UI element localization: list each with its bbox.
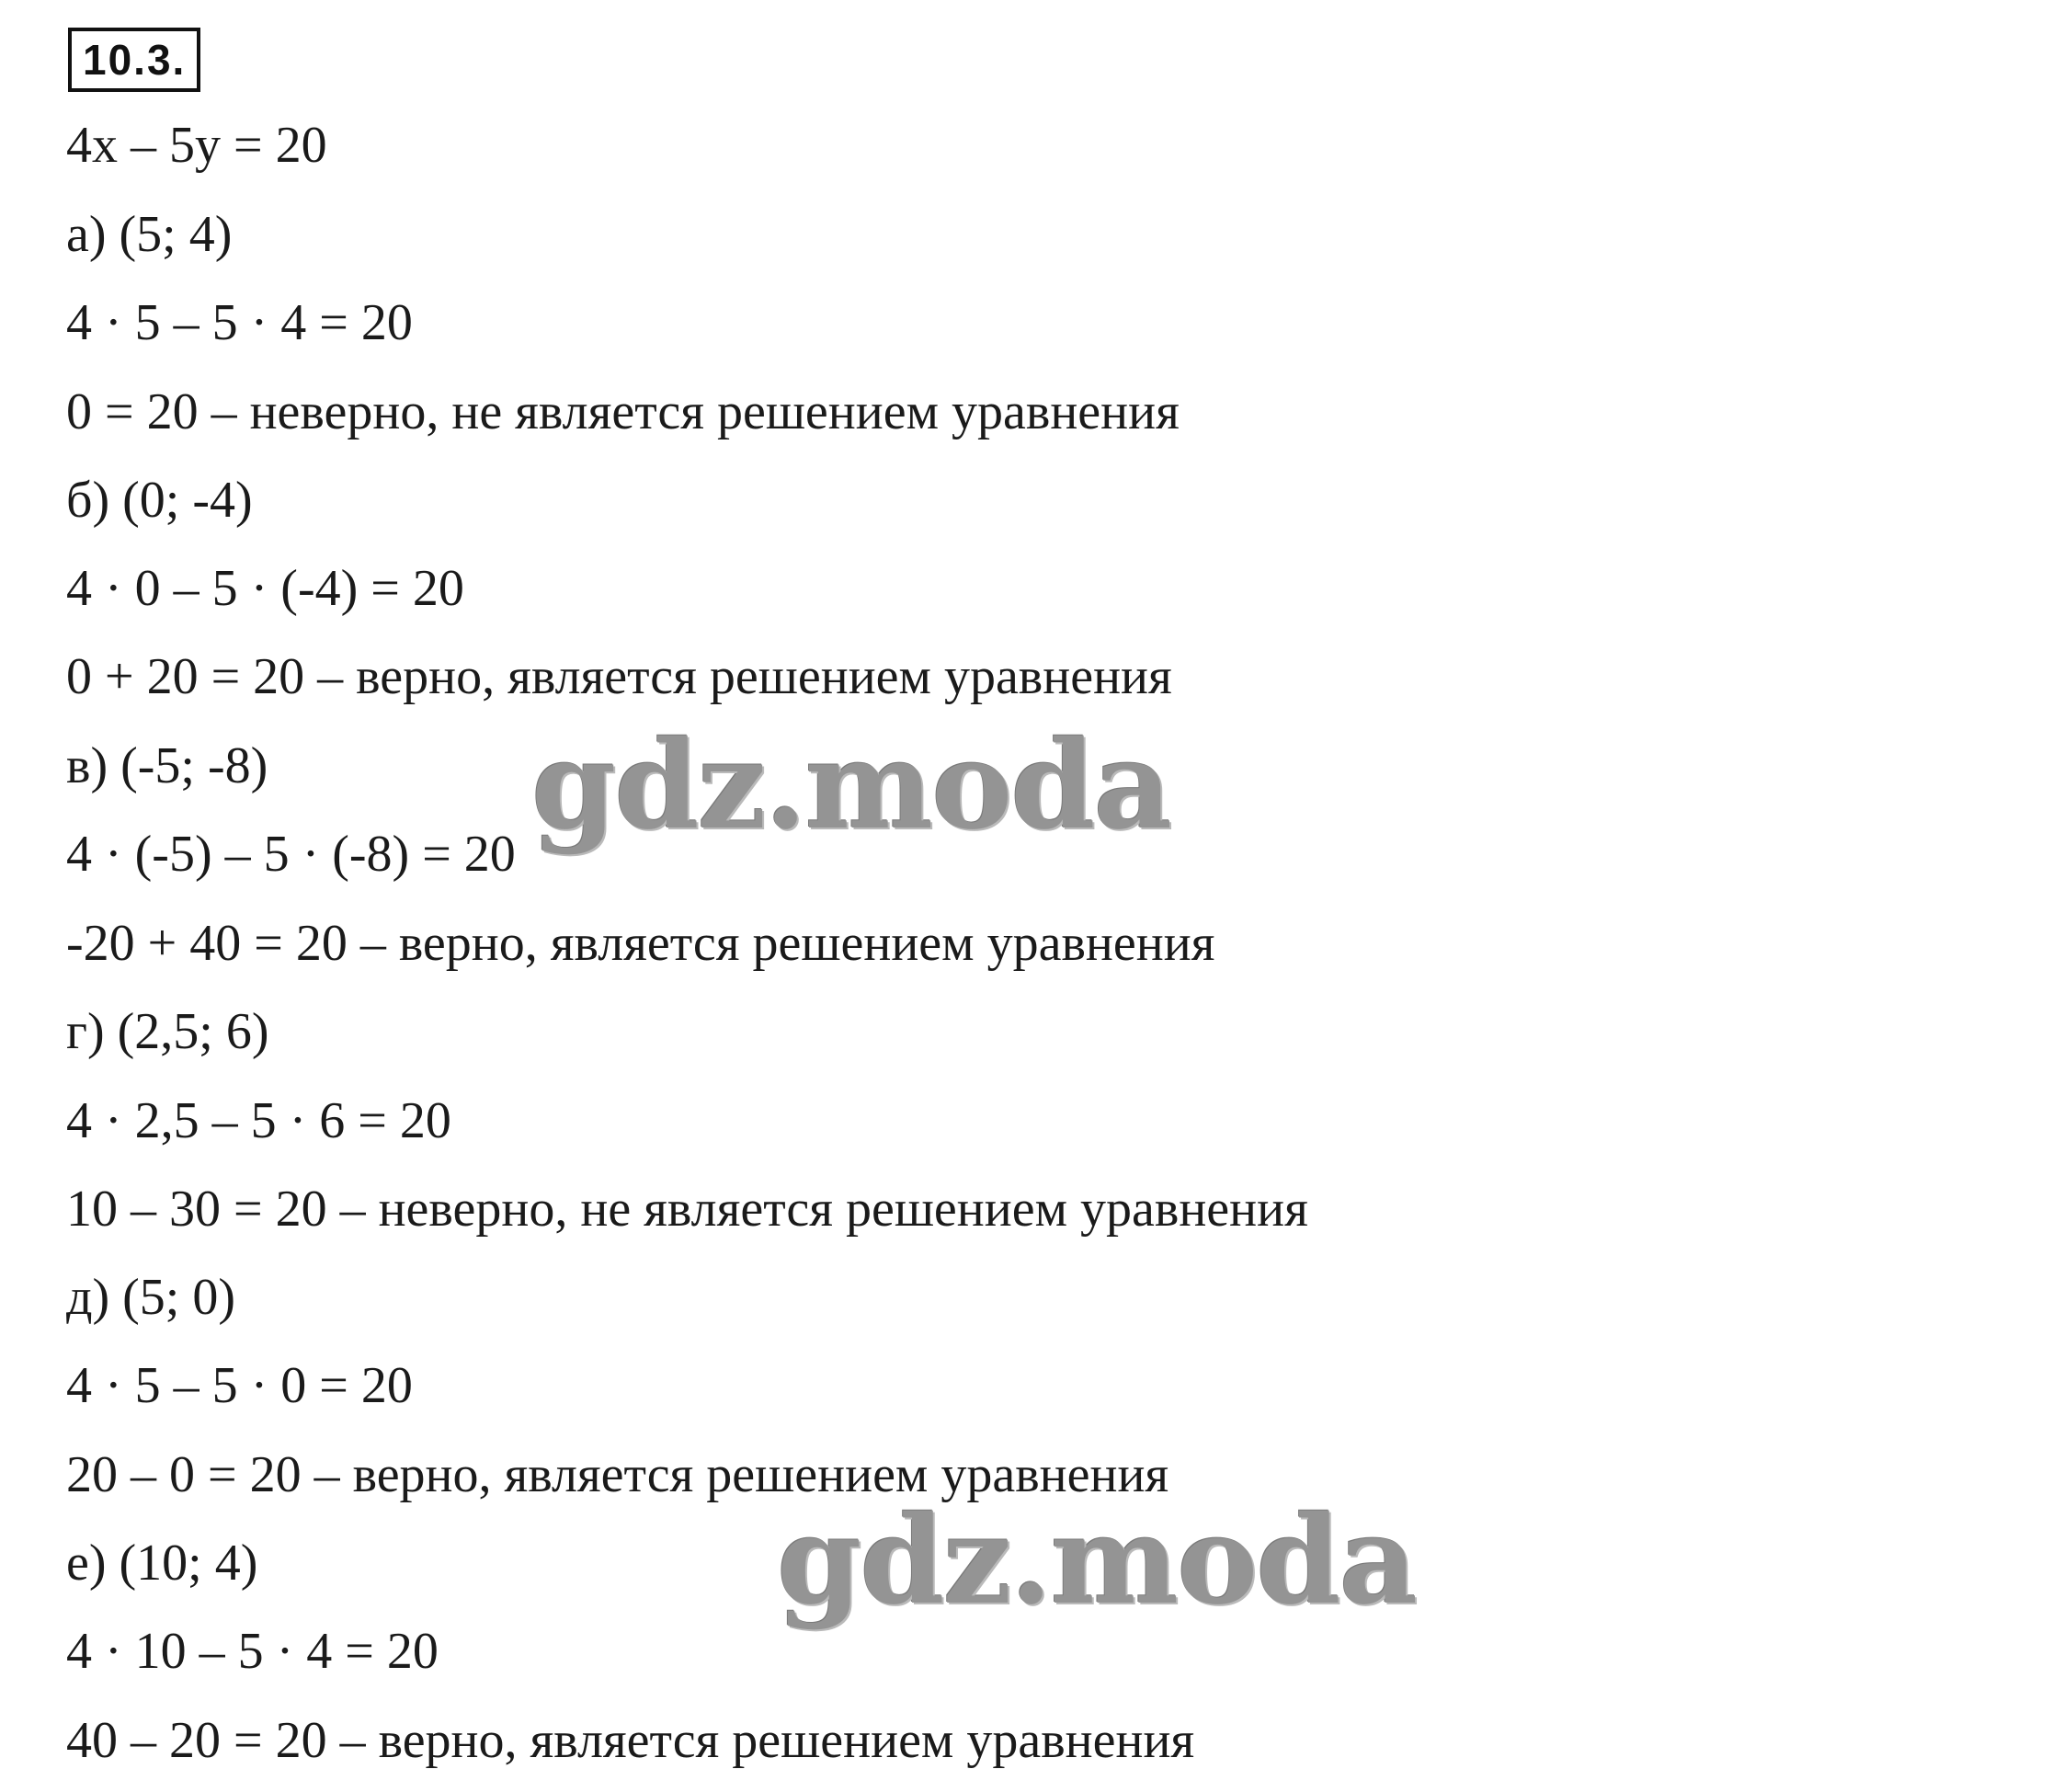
- case-v-substitution: 4 · (-5) – 5 · (-8) = 20: [66, 826, 516, 883]
- equation-line: 4x – 5y = 20: [66, 117, 327, 174]
- case-a-label: а) (5; 4): [66, 206, 233, 263]
- case-g-label: г) (2,5; 6): [66, 1003, 269, 1060]
- case-b-substitution: 4 · 0 – 5 · (-4) = 20: [66, 560, 464, 617]
- case-d-label: д) (5; 0): [66, 1269, 235, 1326]
- case-e-substitution: 4 · 10 – 5 · 4 = 20: [66, 1623, 439, 1680]
- case-e-result: 40 – 20 = 20 – верно, является решением уравнения: [66, 1712, 1195, 1769]
- case-v-result: -20 + 40 = 20 – верно, является решением уравнения: [66, 915, 1215, 972]
- case-g-substitution: 4 · 2,5 – 5 · 6 = 20: [66, 1092, 451, 1149]
- task-number-box: 10.3.: [68, 28, 200, 92]
- case-g-result: 10 – 30 = 20 – неверно, не является решением уравнения: [66, 1181, 1308, 1238]
- watermark: gdz.moda: [777, 1490, 1417, 1632]
- case-b-label: б) (0; -4): [66, 472, 253, 529]
- case-d-substitution: 4 · 5 – 5 · 0 = 20: [66, 1357, 413, 1414]
- case-e-label: е) (10; 4): [66, 1535, 258, 1592]
- case-v-label: в) (-5; -8): [66, 737, 268, 794]
- case-a-substitution: 4 · 5 – 5 · 4 = 20: [66, 294, 413, 351]
- watermark: gdz.moda: [531, 714, 1171, 857]
- case-b-result: 0 + 20 = 20 – верно, является решением уравнения: [66, 648, 1172, 705]
- case-a-result: 0 = 20 – неверно, не является решением уравнения: [66, 383, 1180, 440]
- case-d-result: 20 – 0 = 20 – верно, является решением уравнения: [66, 1446, 1169, 1503]
